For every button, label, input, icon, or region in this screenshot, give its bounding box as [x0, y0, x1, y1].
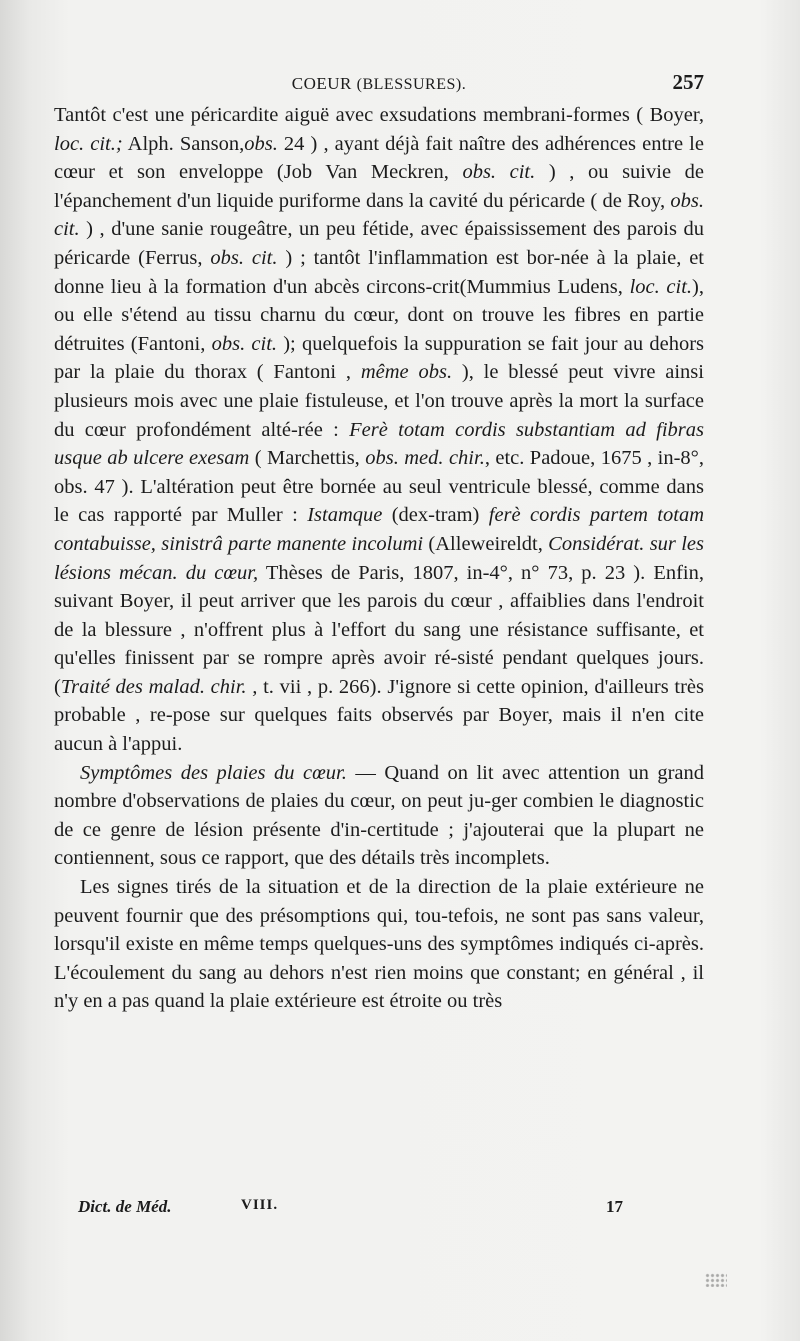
page-number: 257: [672, 70, 704, 94]
sheet-number: 17: [606, 1197, 623, 1216]
running-title-sub: (BLESSURES).: [356, 76, 467, 93]
paper-speck: [705, 1273, 727, 1287]
paragraph-1: Tantôt c'est une péricardite aiguë avec exsudations membrani-formes ( Boyer, loc. cit.; Alph. Sanson,obs. 24 ) , ayant déjà fait naître des adhérences entre le cœur et son enveloppe (Job Van Meckren, obs. cit. ) , ou suivie de l'épanchement d'un liquide puriforme dans la cavité du péricarde ( de Roy, obs. cit. ) , d'une sanie rougeâtre, un peu fétide, avec épaississement des parois du péricarde (Ferrus, obs. cit. ) ; tantôt l'inflammation est bor-née à la plaie, et donne lieu à la formation d'un abcès circons-crit(Mummius Ludens, loc. cit.), ou elle s'étend au tissu charnu du cœur, dont on trouve les fibres en partie détruites (Fantoni, obs. cit. ); quelquefois la suppuration se fait jour au dehors par la plaie du thorax ( Fantoni , même obs. ), le blessé peut vivre ainsi plusieurs mois avec une plaie fistuleuse, et l'on trouve après la mort la surface du cœur profondément alté-rée : Ferè totam cordis substantiam ad fibras usque ab ulcere exesam ( Marchettis, obs. med. chir., etc. Padoue, 1675 , in-8°, obs. 47 ). L'altération peut être bornée au seul ventricule blessé, comme dans le cas rapporté par Muller : Istamque (dex-tram) ferè cordis partem totam contabuisse, sinistrâ parte manente incolumi (Alleweireldt, Considérat. sur les lésions mécan. du cœur, Thèses de Paris, 1807, in-4°, n° 73, p. 23 ). Enfin, suivant Boyer, il peut arriver que les parois du cœur , affaiblies dans l'endroit de la blessure , n'offrent plus à l'effort du sang une résistance suffisante, et qu'elles finissent par se rompre après avoir ré-sisté pendant quelques jours. (Traité des malad. chir. , t. vii , p. 266). J'ignore si cette opinion, d'ailleurs très probable , re-pose sur quelques faits observés par Boyer, mais il n'en cite aucun à l'appui.: [54, 104, 705, 756]
running-title: [54, 74, 704, 94]
paragraph-3: Les signes tirés de la situation et de la direction de la plaie extérieure ne peuvent fournir que des présomptions qui, tou-tefois, ne sont pas sans valeur, lorsqu'il existe en même temps quelques-uns des symptômes indiqués ci-après. L'écoulement du sang au dehors n'est rien moins que constant; en général , il n'y en a pas quand la plaie extérieure est étroite ou très: [54, 876, 704, 1013]
section-heading-symptoms: Symptômes des plaies du cœur.: [80, 761, 347, 784]
paragraph-2: Symptômes des plaies du cœur. — Quand on lit avec attention un grand nombre d'observations de plaies du cœur, on peut ju-ger combien le diagnostic de ce genre de lésion présente d'in-certitude ; j'ajouterai que la plupart ne contiennent, sous ce rapport, que des détails très incomplets.: [54, 761, 704, 870]
running-title-main: COEUR: [291, 74, 352, 93]
page-footer: [54, 1197, 704, 1223]
signature-mark: Dict. de Méd.: [78, 1197, 172, 1216]
volume-mark: VIII.: [241, 1197, 279, 1213]
running-head: [54, 70, 704, 100]
body-text: [54, 101, 704, 1016]
